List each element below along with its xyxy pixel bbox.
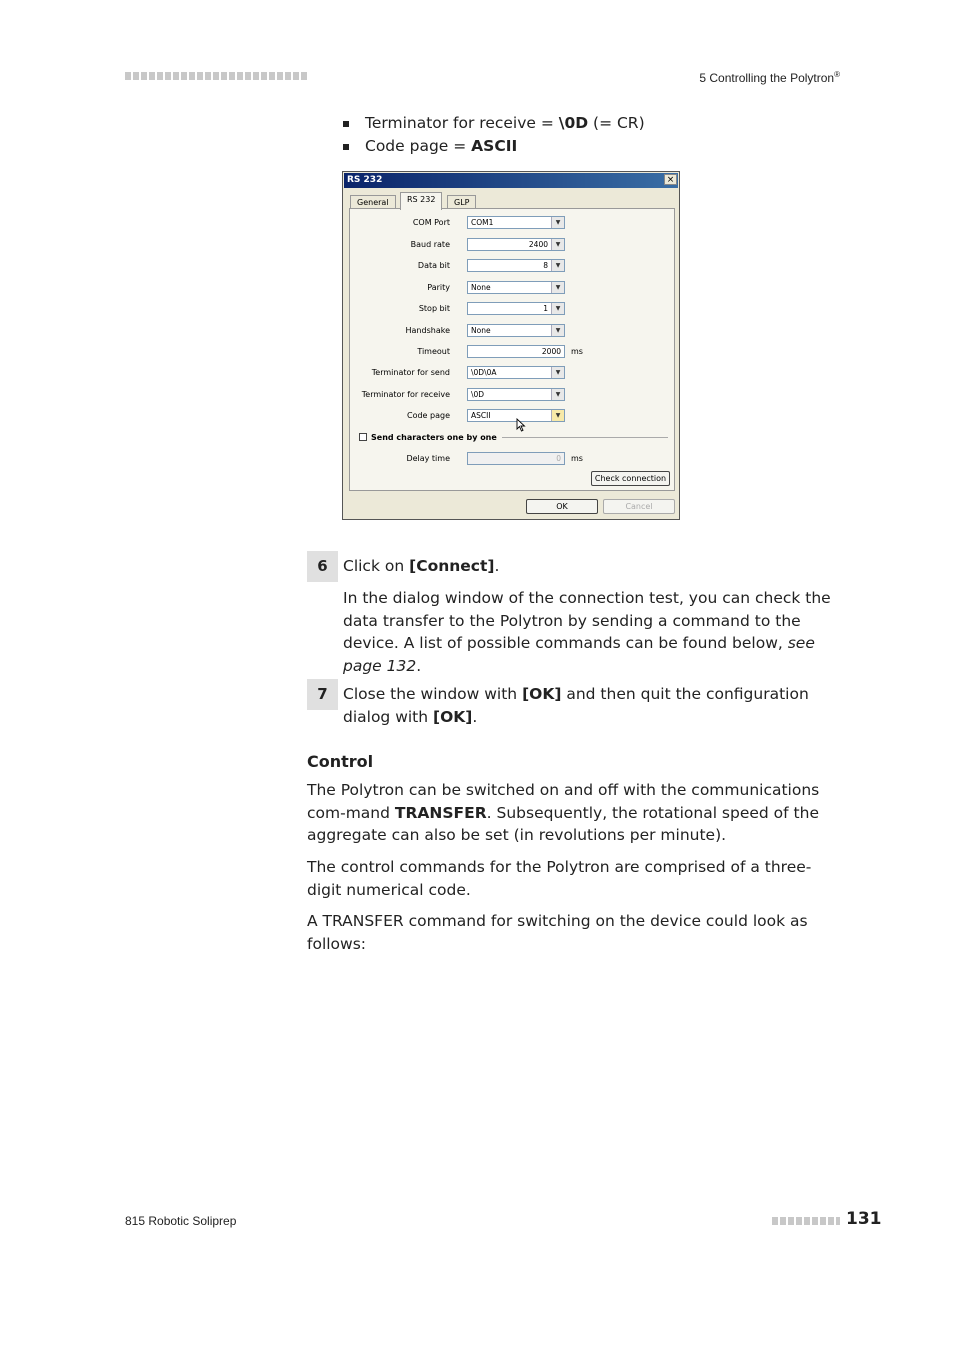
send-chars-checkbox[interactable] (359, 433, 367, 441)
chevron-down-icon: ▼ (551, 239, 564, 250)
tab-general[interactable]: General (350, 195, 396, 209)
chevron-down-icon: ▼ (551, 282, 564, 293)
tab-glp[interactable]: GLP (447, 195, 476, 209)
step-number-6: 6 (307, 551, 338, 582)
handshake-label: Handshake (405, 326, 450, 335)
stop-bit-label: Stop bit (418, 304, 450, 313)
data-bit-select[interactable]: 8 ▼ (467, 259, 565, 272)
terminator-receive-label: Terminator for receive (361, 390, 450, 399)
stop-bit-select[interactable]: 1 ▼ (467, 302, 565, 315)
check-connection-button[interactable]: Check connection (591, 471, 670, 486)
control-paragraph-2: The control commands for the Polytron are comprised of a three-digit numerical code. (307, 858, 812, 899)
ok-button[interactable]: OK (526, 499, 598, 514)
send-chars-label: Send characters one by one (371, 433, 497, 442)
close-icon[interactable]: × (664, 174, 677, 185)
chevron-down-icon: ▼ (551, 410, 564, 421)
timeout-label: Timeout (417, 347, 450, 356)
step-number-7: 7 (307, 679, 338, 710)
com-port-select[interactable]: COM1 ▼ (467, 216, 565, 229)
timeout-input[interactable]: 2000 (467, 345, 565, 358)
code-page-label: Code page (406, 411, 450, 420)
bullet-list (343, 112, 645, 158)
chevron-down-icon: ▼ (551, 260, 564, 271)
bullet-code-page: Code page = ASCII (343, 135, 645, 158)
step-6-detail: In the dialog window of the connection test, you can check the data transfer to the Polytron by sending a command to the device. A list of possible commands can be found below, see page 132. (343, 589, 831, 675)
header-decoration (125, 72, 307, 80)
baud-rate-label: Baud rate (410, 240, 450, 249)
com-port-label: COM Port (412, 218, 450, 227)
chevron-down-icon: ▼ (551, 389, 564, 400)
mouse-cursor-icon (516, 418, 526, 432)
step-7-instruction: Close the window with [OK] and then quit the configuration dialog with [OK]. (343, 685, 809, 726)
terminator-send-label: Terminator for send (371, 368, 450, 377)
chevron-down-icon: ▼ (551, 217, 564, 228)
footer-decoration (772, 1217, 840, 1225)
delay-time-unit: ms (571, 454, 583, 463)
bullet-terminator-receive: Terminator for receive = \0D (= CR) (343, 112, 645, 135)
step-6-instruction: Click on [Connect]. (343, 557, 500, 575)
delay-time-label: Delay time (406, 454, 450, 463)
cancel-button[interactable]: Cancel (603, 499, 675, 514)
terminator-send-select[interactable]: \0D\0A ▼ (467, 366, 565, 379)
baud-rate-select[interactable]: 2400 ▼ (467, 238, 565, 251)
handshake-select[interactable]: None ▼ (467, 324, 565, 337)
chevron-down-icon: ▼ (551, 303, 564, 314)
parity-select[interactable]: None ▼ (467, 281, 565, 294)
footer-product: 815 Robotic Soliprep (125, 1214, 237, 1228)
code-page-select[interactable]: ASCII ▼ (467, 409, 565, 422)
chevron-down-icon: ▼ (551, 367, 564, 378)
page-number: 131 (846, 1209, 882, 1229)
chevron-down-icon: ▼ (551, 325, 564, 336)
terminator-receive-select[interactable]: \0D ▼ (467, 388, 565, 401)
page-reference-link[interactable]: see page 132 (343, 634, 815, 675)
control-paragraph-1: The Polytron can be switched on and off with the communications com-mand TRANSFER. Subsequently, the rotational speed of the aggregate can also be set (in revolutions per minute). (307, 781, 820, 844)
running-header: 5 Controlling the Polytron® (699, 70, 840, 85)
rs232-dialog (342, 171, 680, 520)
parity-label: Parity (427, 283, 450, 292)
tab-rs232[interactable]: RS 232 (400, 192, 442, 210)
section-heading-control: Control (307, 752, 374, 771)
delay-time-input[interactable]: 0 (467, 452, 565, 465)
settings-panel (349, 208, 675, 491)
control-paragraph-3: A TRANSFER command for switching on the device could look as follows: (307, 912, 808, 953)
timeout-unit: ms (571, 347, 583, 356)
data-bit-label: Data bit (417, 261, 450, 270)
dialog-title: RS 232 (344, 173, 678, 188)
separator-line (502, 437, 668, 438)
